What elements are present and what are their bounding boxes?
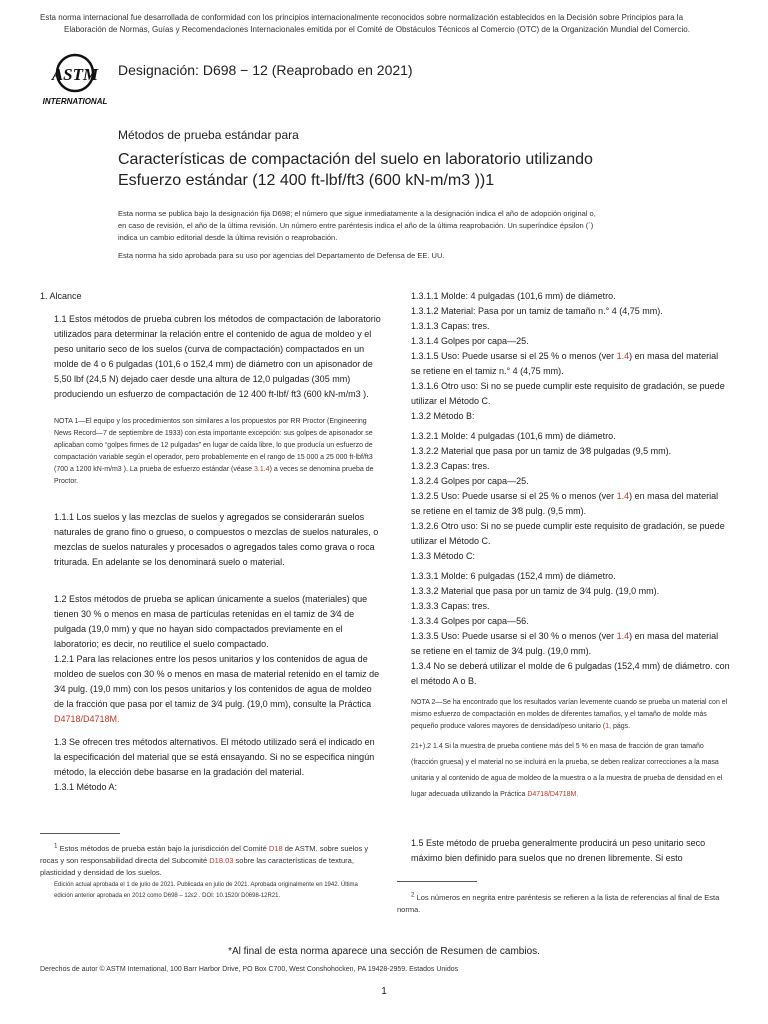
ref-link[interactable]: D4718/D4718M. [527, 791, 579, 798]
edition-line-1: Edición actual aprobada el 1 de julio de 2021. Publicada en julio de 2021. Aprobada originalmente en 1942. Última [54, 882, 358, 888]
item-1-3-2-5: 1.3.2.5 Uso: Puede usarse si el 25 % o menos (ver 1.4) en masa del material se retiene en el tamiz de 3⁄8 pulg. (9,5 mm). [411, 491, 719, 516]
footnote-divider-left [40, 833, 120, 834]
item-1-3-3-4: 1.3.3.4 Golpes por capa—56. [411, 616, 529, 626]
title-line-2: Esfuerzo estándar (12 400 ft-lbf/ft3 (600 kN-m/m3 ))1 [118, 172, 495, 189]
ref-link[interactable]: 1, [605, 723, 612, 730]
note-2: NOTA 2—Se ha encontrado que los resultados varían levemente cuando se prueba un material con el mismo esfuerzo de compactación en moldes de diferentes tamaños, y el tamaño de molde más pequeño produce valores mayores de densidad/peso unitario (1, págs. [411, 699, 728, 730]
paragraph-1-3-1: 1.3.1 Método A: [54, 782, 118, 792]
intro-line-3: indica un cambio editorial desde la última revisión o reaprobación. [118, 233, 338, 242]
summary-of-changes-note: *Al final de esta norma aparece una sección de Resumen de cambios. [228, 946, 540, 957]
item-1-3-1-2: 1.3.1.2 Material: Pasa por un tamiz de tamaño n.° 4 (4,75 mm). [411, 306, 663, 316]
intro-line-2: en caso de revisión, el año de la última revisión. Un número entre paréntesis indica el año de la última reaprobación. Un superíndice épsilon (´) [118, 221, 594, 230]
issuance-statement [118, 208, 658, 244]
ref-link[interactable]: 3.1.4 [254, 466, 270, 473]
item-1-3-2-4: 1.3.2.4 Golpes por capa—25. [411, 476, 529, 486]
ref-link[interactable]: D18.03 [209, 855, 234, 865]
document-title [118, 149, 678, 191]
paragraph-1-4: 21+).2 1.4 Si la muestra de prueba contiene más del 5 % en masa de fracción de gran tamaño (fracción gruesa) y el material no se incluirá en la prueba, se deben realizar correcciones a la masa unitaria y al contenido de agua de moldeo de la muestra o a la muestra de prueba de densidad en el lugar adecuada utilizando la Práctica D4718/D4718M. [411, 743, 723, 798]
item-1-3-2-1: 1.3.2.1 Molde: 4 pulgadas (101,6 mm) de diámetro. [411, 431, 616, 441]
edition-line-2: edición anterior aprobada en 2012 como D698 – 12ε2 . DOI: 10.1520/ D0698-12R21. [54, 893, 281, 899]
paragraph-1-3: 1.3 Se ofrecen tres métodos alternativos. El método utilizado será el indicado en la especificación del material que se está ensayando. Si no se especifica ningún método, la elección debe basarse en la gradación del material. [54, 737, 375, 777]
logo-international-text: INTERNATIONAL [42, 97, 108, 106]
note-1: NOTA 1—El equipo y los procedimientos son similares a los propuestos por RR Proctor (Engineering News Record—7 de septiembre de 1933) con esta importante excepción: sus golpes de apisonador se aplicaban como “golpes firmes de 12 pulgadas” en lugar de caída libre, lo que producía un esfuerzo de compactación variable según el operador, pero probablemente en el rango de 15 000 a 25 000 ft-lbf/ft3 (700 a 1200 kN-m/m3 ). La prueba de esfuerzo estándar (véase 3.1.4) a veces se denomina prueba de Proctor. [54, 418, 374, 485]
astm-logo [40, 52, 110, 108]
paragraph-1-5: 1.5 Este método de prueba generalmente producirá un peso unitario seco máximo bien definido para suelos que no drenen libremente. Si esto [411, 838, 706, 863]
ref-link[interactable]: D18 [268, 843, 283, 853]
paragraph-1-2-1: 1.2.1 Para las relaciones entre los pesos unitarios y los contenidos de agua de moldeo de suelos con 30 % o menos en masa de material retenido en el tamiz de 3⁄4 pulg. (19,0 mm) con los pesos unitarios y los contenidos de agua de moldeo de la fracción que pasa por el tamiz de 3⁄4 pulg. (19,0 mm), consulte la Práctica D4718/D4718M. [54, 654, 380, 724]
paragraph-1-1: 1.1 Estos métodos de prueba cubren los métodos de compactación de laboratorio utilizados para determinar la relación entre el contenido de agua de moldeo y el peso unitario seco de los suelos (curva de compactación) compactados en un molde de 4 o 6 pulgadas (101,6 o 152,4 mm) de diámetro con un apisonador de 5,50 lbf (24,5 N) dejado caer desde una altura de 12,0 pulgadas (305 mm) produciendo un esfuerzo de compactación de 12 400 ft-lbf/ ft3 (600 kN-m/m3 ). [54, 314, 381, 399]
right-column [397, 289, 730, 803]
edition-info [54, 880, 382, 902]
left-column [40, 289, 382, 795]
item-1-3-1-1: 1.3.1.1 Molde: 4 pulgadas (101,6 mm) de diámetro. [411, 291, 616, 301]
ref-link[interactable]: 1.4 [616, 351, 630, 361]
paragraph-1-1-1: 1.1.1 Los suelos y las mezclas de suelos y agregados se considerarán suelos naturales de grano fino o grueso, o compuestos o mezclas de suelos naturales, o mezclas de suelos naturales y procesados o agregados tales como grava o roca triturada. En adelante se los denominará suelo o material. [54, 512, 379, 567]
item-1-3-1-5: 1.3.1.5 Uso: Puede usarse si el 25 % o menos (ver 1.4) en masa del material se retiene en el tamiz n.° 4 (4,75 mm). [411, 351, 719, 376]
paragraph-1-2: 1.2 Estos métodos de prueba se aplican únicamente a suelos (materiales) que tienen 30 % o menos en masa de partículas retenidas en el tamiz de 3⁄4 de pulgada (19,0 mm) y que no hayan sido compactados previamente en el laboratorio; es decir, no reutilice el suelo compactado. [54, 594, 368, 649]
item-1-3-3-3: 1.3.3.3 Capas: tres. [411, 601, 490, 611]
item-1-3-2-6: 1.3.2.6 Otro uso: Si no se puede cumplir este requisito de gradación, se puede utilizar el Método C. [411, 521, 725, 546]
section-heading-scope: 1. Alcance [40, 291, 82, 301]
notice-line-2: Elaboración de Normas, Guías y Recomendaciones Internacionales emitida por el Comité de Obstáculos Técnicos al Comercio (OTC) de la Organización Mundial del Comercio. [64, 25, 690, 34]
footnote-divider-right [397, 881, 477, 882]
intro-line-1: Esta norma se publica bajo la designación fija D698; el número que sigue inmediatamente a la designación indica el año de adopción original o, [118, 209, 596, 218]
dod-approval: Esta norma ha sido aprobada para su uso por agencias del Departamento de Defensa de EE. UU. [118, 251, 445, 260]
ref-link[interactable]: D4718/D4718M. [54, 714, 120, 724]
document-subtitle: Métodos de prueba estándar para [118, 128, 299, 142]
footnote-1: $^1$ Estos métodos de prueba están bajo la jurisdicción del Comité D18 de ASTM. sobre suelos y rocas y son responsabilidad directa del Subcomité D18.03 sobre las características de textura, plasticidad y densidad de los suelos. [40, 842, 369, 877]
item-1-3-3-2: 1.3.3.2 Material que pasa por un tamiz de 3⁄4 pulg. (19,0 mm). [411, 586, 660, 596]
title-line-1: Características de compactación del suelo en laboratorio utilizando [118, 151, 593, 168]
ref-link[interactable]: 1.4 [616, 491, 630, 501]
item-1-3-2: 1.3.2 Método B: [411, 411, 475, 421]
item-1-3-3-1: 1.3.3.1 Molde: 6 pulgadas (152,4 mm) de diámetro. [411, 571, 616, 581]
item-1-3-3-5: 1.3.3.5 Uso: Puede usarse si el 30 % o menos (ver 1.4) en masa del material se retiene en el tamiz de 3⁄4 pulg. (19,0 mm). [411, 631, 719, 656]
copyright: Derechos de autor © ASTM International, 100 Barr Harbor Drive, PO Box C700, West Conshohocken, PA 19428-2959. Estados Unidos [40, 966, 459, 973]
designation: Designación: D698 − 12 (Reaprobado en 2021) [118, 62, 413, 78]
item-1-3-2-2: 1.3.2.2 Material que pasa por un tamiz de 3⁄8 pulgadas (9,5 mm). [411, 446, 672, 456]
item-1-3-4: 1.3.4 No se deberá utilizar el molde de 6 pulgadas (152,4 mm) de diámetro. con el método A o B. [411, 661, 730, 686]
page-number: 1 [381, 986, 387, 997]
astm-logo-icon [40, 52, 110, 108]
international-standard-notice [40, 12, 730, 36]
logo-mark-text: ASTM [51, 65, 99, 84]
item-1-3-1-3: 1.3.1.3 Capas: tres. [411, 321, 490, 331]
item-1-3-3: 1.3.3 Método C: [411, 551, 476, 561]
paragraph-1-5-container [397, 836, 730, 866]
item-1-3-2-3: 1.3.2.3 Capas: tres. [411, 461, 490, 471]
ref-link[interactable]: 1.4 [616, 631, 630, 641]
notice-line-1: Esta norma internacional fue desarrollada de conformidad con los principios internacionalmente reconocidos sobre normalización establecidos en la Decisión sobre Principios para la [40, 13, 684, 22]
item-1-3-1-4: 1.3.1.4 Golpes por capa—25. [411, 336, 529, 346]
item-1-3-1-6: 1.3.1.6 Otro uso: Si no se puede cumplir este requisito de gradación, se puede utilizar el Método C. [411, 381, 725, 406]
footnote-2: $^2$ Los números en negrita entre paréntesis se refieren a la lista de referencias al final de Esta norma. [397, 891, 720, 914]
